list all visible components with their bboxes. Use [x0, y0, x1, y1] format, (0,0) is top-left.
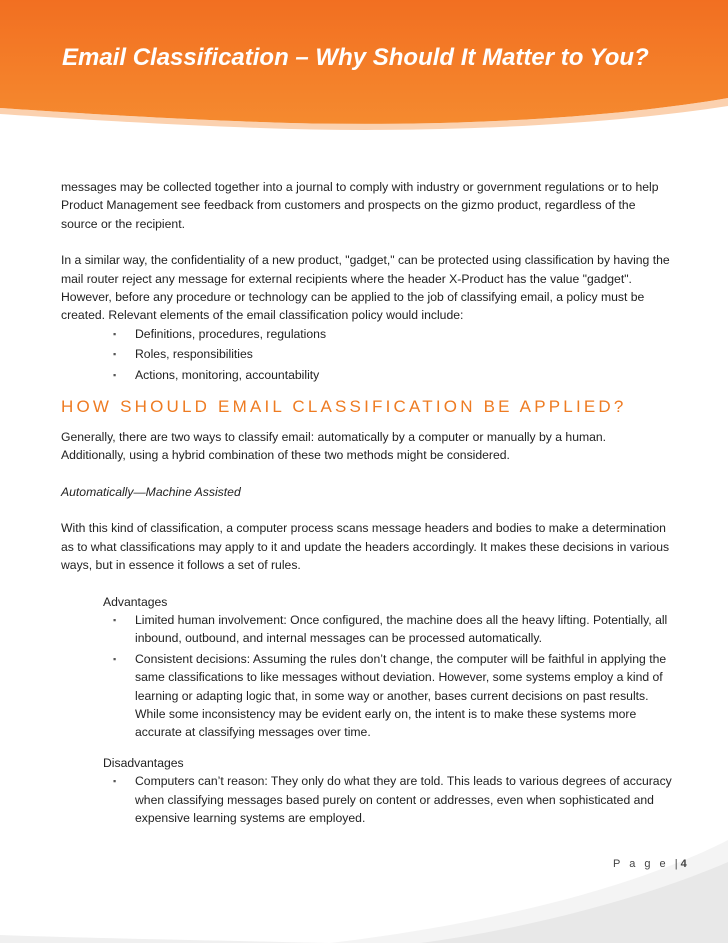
policy-list [61, 325, 673, 384]
paragraph: In a similar way, the confidentiality of a new product, "gadget," can be protected using classification by having the mail router reject any message for external recipients where the header X-Product has the value "gadget". However, before any procedure or technology can be applied to the job of classifying email, a policy must be created. Relevant elements of the email classification policy would include: [61, 253, 670, 323]
list-item: ▪ Computers can’t reason: They only do what they are told. This leads to various degrees of accuracy when classifying messages based purely on content or addresses, even when sophisticated and expensive learning systems are employed. [113, 774, 672, 825]
list-item: ▪ Roles, responsibilities [61, 345, 673, 363]
advantages-list [61, 611, 673, 742]
list-item: ▪ Definitions, procedures, regulations [61, 325, 673, 343]
bullet-icon: ▪ [113, 328, 117, 339]
advantages-label: Advantages [103, 594, 168, 609]
page-label: P a g e [613, 858, 669, 870]
bullet-icon: ▪ [113, 369, 117, 380]
section-heading: HOW SHOULD EMAIL CLASSIFICATION BE APPLIED? [61, 397, 627, 417]
list-item: ▪ Limited human involvement: Once configured, the machine does all the heavy lifting. Potentially, all inbound, outbound, and internal messages can be processed automatically. [113, 612, 668, 646]
page-footer [613, 858, 687, 870]
bullet-icon: ▪ [113, 349, 117, 360]
disadvantages-list [61, 772, 673, 827]
paragraph: messages may be collected together into a journal to comply with industry or government regulations or to help Product Management see feedback from customers and prospects on the gizmo product, regardless of the source or the recipient. [61, 180, 659, 231]
document-body [61, 178, 673, 829]
page-separator: | [674, 858, 681, 870]
page-number: 4 [680, 858, 687, 870]
list-item: ▪ Consistent decisions: Assuming the rules don’t change, the computer will be faithful in applying the same classifications to like messages without deviation. However, some systems employ a kind of learning or adapting logic that, in some way or another, bases current decisions on past results. While some inconsistency may be evident early on, the intent is to make these systems more accurate at classifying messages over time. [113, 651, 667, 740]
disadvantages-label: Disadvantages [103, 755, 184, 770]
page-title: Email Classification – Why Should It Matter to You? [62, 44, 649, 71]
list-item: ▪ Actions, monitoring, accountability [61, 366, 673, 384]
paragraph: With this kind of classification, a computer process scans message headers and bodies to make a determination as to what classifications may apply to it and update the headers accordingly. It makes these decisions in various ways, but in essence it follows a set of rules. [61, 521, 670, 573]
subheading: Automatically—Machine Assisted [61, 484, 241, 499]
bullet-icon: ▪ [113, 614, 117, 625]
bullet-icon: ▪ [113, 776, 117, 787]
paragraph: Generally, there are two ways to classify email: automatically by a computer or manually by a human. Additionally, using a hybrid combination of these two methods might be considered. [61, 430, 607, 463]
bullet-icon: ▪ [113, 653, 117, 664]
footer-swoosh [0, 840, 728, 943]
